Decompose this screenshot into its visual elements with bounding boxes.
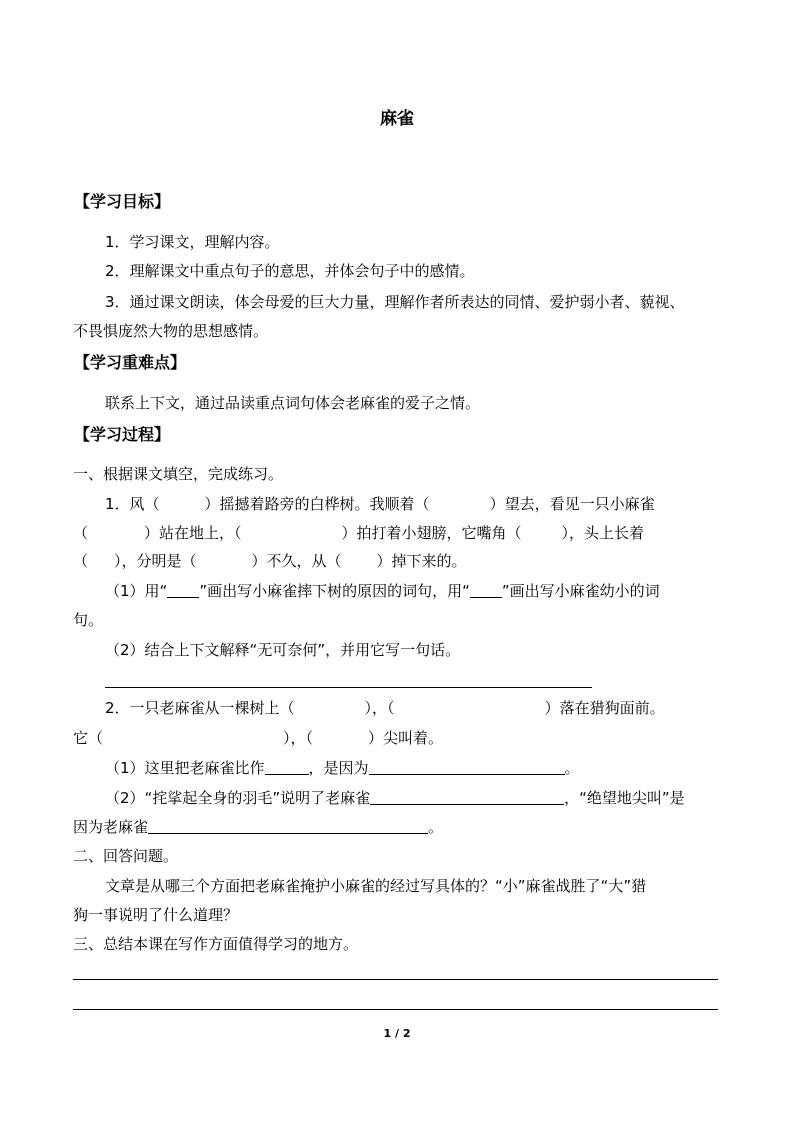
fill-blank-q1-line3: （ ），分明是（ ）不久，从（ ）掉下来的。 — [73, 552, 467, 570]
part3-heading: 三、总结本课在写作方面值得学习的地方。 — [73, 935, 359, 953]
q2-sub1: （1）这里把老麻雀比作 ，是因为 。 — [105, 759, 580, 777]
objective-3-continued: 不畏惧庞然大物的思想感情。 — [73, 322, 269, 340]
objective-1: 1．学习课文，理解内容。 — [105, 233, 280, 251]
fill-blank-q1-line1: 1．风（ ）摇撼着路旁的白桦树。我顺着（ ）望去，看见一只小麻雀 — [105, 495, 655, 513]
fill-blank-q2-line1: 2．一只老麻雀从一棵树上（ ），（ ）落在猎狗面前。 — [105, 699, 665, 717]
keypoint-text: 联系上下文，通过品读重点词句体会老麻雀的爱子之情。 — [105, 394, 481, 412]
part2-question-line1: 文章是从哪三个方面把老麻雀掩护小麻雀的经过写具体的？“小”麻雀战胜了“大”猎 — [105, 877, 647, 895]
answer-line-1 — [73, 979, 718, 980]
section-heading-objectives: 【学习目标】 — [74, 192, 171, 211]
q1-sub2: （2）结合上下文解释“无可奈何”，并用它写一句话。 — [105, 641, 461, 659]
objective-2: 2．理解课文中重点句子的意思，并体会句子中的感情。 — [105, 262, 475, 280]
part2-question-line2: 狗一事说明了什么道理？ — [73, 906, 239, 924]
fill-blank-q1-line2: （ ）站在地上，（ ）拍打着小翅膀，它嘴角（ ），头上长着 — [73, 524, 645, 542]
page-number: 1 / 2 — [383, 1027, 411, 1040]
q1-sub1-line1: （1）用“ ”画出写小麻雀摔下树的原因的词句，用“ ”画出写小麻雀幼小的词 — [105, 582, 660, 600]
q2-sub2-line2: 因为老麻雀 。 — [73, 818, 444, 836]
part1-heading: 一、根据课文填空，完成练习。 — [73, 465, 284, 483]
part2-heading: 二、回答问题。 — [73, 847, 179, 865]
section-heading-process: 【学习过程】 — [74, 425, 171, 444]
fill-blank-q2-line2: 它（ ），（ ）尖叫着。 — [73, 729, 444, 747]
page-title: 麻雀 — [380, 109, 414, 129]
section-heading-keypoints: 【学习重难点】 — [74, 353, 187, 372]
answer-line-2 — [73, 1009, 718, 1010]
q2-sub2-line1: （2）“挓挲起全身的羽毛”说明了老麻雀 ，“绝望地尖叫”是 — [105, 789, 685, 807]
q1-sub1-line2: 句。 — [73, 611, 104, 629]
objective-3: 3．通过课文朗读，体会母爱的巨大力量，理解作者所表达的同情、爱护弱小者、藐视、 — [105, 293, 685, 311]
answer-line-q1 — [105, 687, 592, 688]
